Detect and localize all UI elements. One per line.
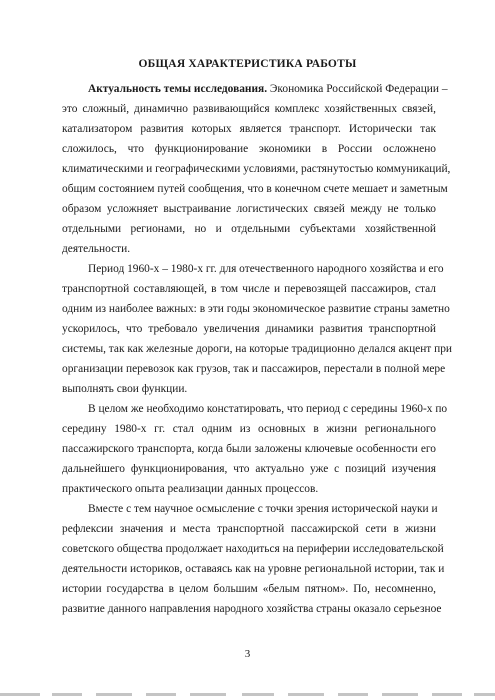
text-line: одним из наиболее важных: в эти годы экономическое развитие страны заметно — [62, 303, 450, 315]
text-line: Период 1960-х – 1980-х гг. для отечественного народного хозяйства и его — [88, 263, 444, 275]
text-line: ускорилось, что требовало увеличения динамики развития транспортной — [62, 323, 436, 335]
text-line: рефлексии значения и места транспортной пассажирской сети в жизни — [62, 523, 436, 535]
paragraph-relevance — [62, 79, 451, 259]
text-line: системы, так как железные дороги, на которые традиционно делался акцент при — [62, 343, 453, 355]
page-number: 3 — [244, 648, 251, 660]
text-line: середину 1980-х гг. стал одним из основных в жизни регионального — [62, 423, 436, 435]
text-line-content: Экономика Российской Федерации – — [267, 83, 448, 95]
text-line: катализатором развития которых является транспорт. Исторически так — [62, 123, 436, 135]
paragraph-scientific — [62, 499, 445, 619]
text-line — [62, 79, 448, 99]
footer-scan-artifact — [0, 691, 495, 700]
document-body — [62, 79, 453, 619]
text-line: отдельными регионами, но и отдельными субъектами хозяйственной — [62, 223, 436, 235]
text-line: образом усложняет выстраивание логистических связей между не только — [62, 203, 436, 215]
text-line: В целом же необходимо констатировать, что период с середины 1960-х по — [88, 403, 448, 415]
text-line: пассажирского транспорта, когда были заложены ключевые особенности его — [62, 443, 436, 455]
text-line: организации перевозок как грузов, так и пассажиров, перестали в полной мере — [62, 363, 446, 375]
text-line: практического опыта реализации данных процессов. — [62, 483, 319, 495]
text-line: Вместе с тем научное осмысление с точки зрения исторической науки и — [88, 503, 438, 515]
text-line: это сложный, динамично развивающийся комплекс хозяйственных связей, — [62, 103, 436, 115]
paragraph-lead: Актуальность темы исследования. — [88, 83, 268, 95]
paragraph-period — [62, 259, 453, 399]
paragraph-conclusion — [62, 399, 448, 499]
text-line: выполнять свои функции. — [62, 383, 188, 395]
text-line: советского общества продолжает находиться на периферии исследовательской — [62, 543, 444, 555]
text-line: общим состоянием путей сообщения, что в конечном счете мешает и заметным — [62, 183, 448, 195]
text-line: истории государства в целом большим «белым пятном». По, несомненно, — [62, 583, 436, 595]
text-line: сложилось, что функционирование экономики в России осложнено — [62, 143, 436, 155]
text-line: деятельности. — [62, 243, 131, 255]
text-line: транспортной составляющей, в том числе и перевозящей пассажиров, стал — [62, 283, 436, 295]
document-title: ОБЩАЯ ХАРАКТЕРИСТИКА РАБОТЫ — [138, 58, 357, 70]
text-line: климатическими и географическими условиями, растянутостью коммуникаций, — [62, 163, 451, 175]
text-line: дальнейшего функционирования, что актуально уже с позиций изучения — [62, 463, 436, 475]
text-line: деятельности историков, оставаясь как на уровне региональной истории, так и — [62, 563, 445, 575]
text-line: развитие данного направления народного хозяйства страны оказало серьезное — [62, 603, 442, 615]
